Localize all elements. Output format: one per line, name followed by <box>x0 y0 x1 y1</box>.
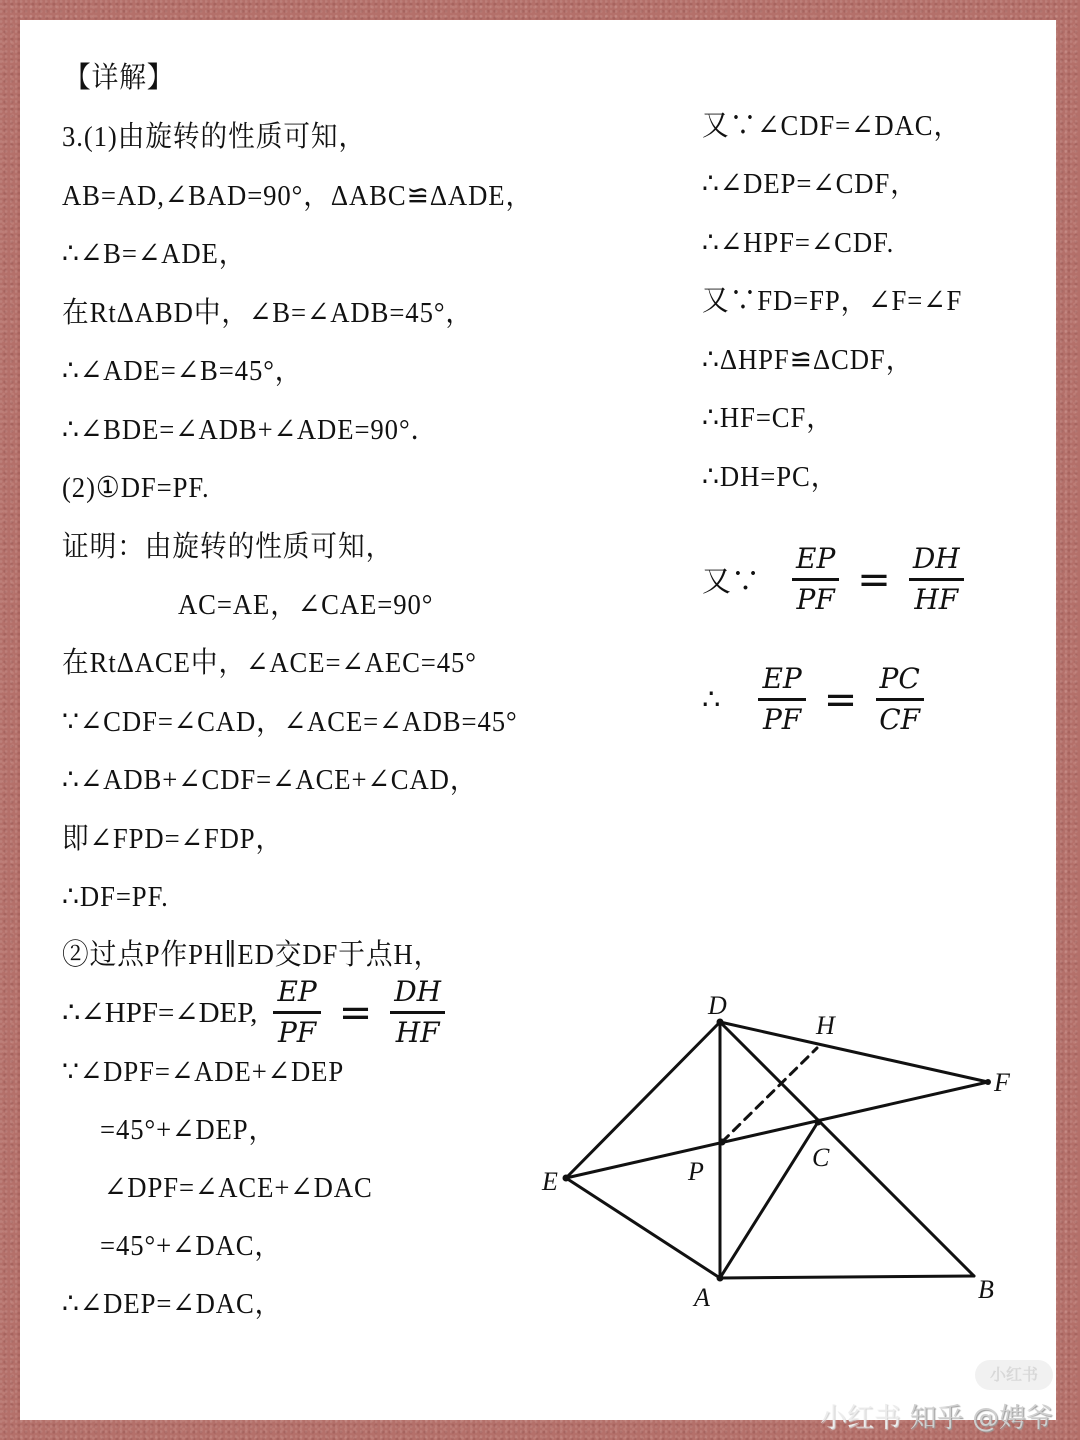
watermark-badge: 小红书 <box>975 1360 1053 1390</box>
proof-line: 在RtΔACE中，∠ACE=∠AEC=45° <box>62 647 477 679</box>
numerator: EP <box>758 662 805 701</box>
fraction-equation <box>62 975 449 1050</box>
proof-line: ∴∠DEP=∠CDF， <box>702 168 918 200</box>
watermark-main: 知乎 @娉爷 <box>909 1403 1054 1434</box>
proof-line: ∴ΔHPF≌ΔCDF， <box>702 344 914 376</box>
denominator: CF <box>879 703 921 736</box>
proof-line: ∴DH=PC， <box>702 461 839 493</box>
denominator: HF <box>914 583 959 616</box>
proof-line: ∴∠BDE=∠ADB+∠ADE=90°． <box>62 414 439 446</box>
proof-line: ②过点P作PH∥ED交DF于点H， <box>62 939 442 971</box>
denominator: PF <box>796 583 835 616</box>
equation-prefix: 又∵ <box>702 566 761 598</box>
numerator: DH <box>909 542 964 581</box>
fraction-left <box>792 542 839 617</box>
proof-line: =45°+∠DAC， <box>100 1230 283 1262</box>
geometry-diagram <box>530 980 1050 1310</box>
label-F: F <box>994 1068 1010 1097</box>
label-D: D <box>708 991 727 1020</box>
segment-AC <box>720 1122 818 1278</box>
proof-line: 3.(1)由旋转的性质可知， <box>62 121 367 153</box>
section-heading: 【详解】 <box>64 62 175 94</box>
proof-line: ∵∠CDF=∠CAD，∠ACE=∠ADB=45° <box>62 706 518 738</box>
label-P: P <box>688 1157 704 1186</box>
fraction-right <box>390 975 445 1050</box>
proof-line: ∴HF=CF， <box>702 402 834 434</box>
label-E: E <box>542 1167 558 1196</box>
equals-sign: = <box>823 676 858 723</box>
watermark-faint: 小红书 <box>820 1403 901 1434</box>
proof-line: ∴∠ADB+∠CDF=∠ACE+∠CAD， <box>62 764 478 796</box>
label-H: H <box>816 1011 835 1040</box>
numerator: PC <box>876 662 924 701</box>
equals-sign: = <box>857 556 891 603</box>
label-A: A <box>694 1283 710 1310</box>
segment-DE <box>566 1022 720 1178</box>
proof-line: ∴∠B=∠ADE， <box>62 238 247 270</box>
denominator: HF <box>395 1016 440 1049</box>
segment-DF <box>720 1022 988 1082</box>
proof-line: AC=AE，∠CAE=90° <box>178 589 434 621</box>
label-C: C <box>812 1143 830 1172</box>
numerator: EP <box>792 542 839 581</box>
proof-line: 又∵∠CDF=∠DAC， <box>702 110 962 142</box>
proof-line: AB=AD,∠BAD=90°，ΔABC≌ΔADE， <box>62 180 534 212</box>
segment-AB <box>720 1276 974 1278</box>
proof-line: 证明：由旋转的性质可知， <box>62 531 394 563</box>
fraction-equation <box>702 662 928 737</box>
segment-DB <box>720 1022 974 1276</box>
denominator: PF <box>277 1016 317 1049</box>
proof-line: ∠DPF=∠ACE+∠DAC <box>104 1172 373 1204</box>
fraction-left <box>273 975 320 1050</box>
watermark <box>820 1396 1053 1435</box>
proof-line: ∴∠ADE=∠B=45°， <box>62 355 303 387</box>
numerator: DH <box>390 975 445 1014</box>
proof-line: ∴∠HPF=∠CDF. <box>702 227 895 259</box>
proof-line: =45°+∠DEP， <box>100 1114 277 1146</box>
label-B: B <box>978 1275 994 1304</box>
fraction-equation <box>702 542 968 617</box>
proof-line: 即∠FPD=∠FDP， <box>62 823 284 855</box>
proof-line: ∴∠DEP=∠DAC， <box>62 1288 283 1320</box>
fraction-right <box>875 662 924 737</box>
fraction-left <box>758 662 805 737</box>
equation-prefix: ∴∠HPF=∠DEP, <box>62 997 258 1029</box>
fraction-right <box>909 542 964 617</box>
equals-sign: = <box>338 989 373 1036</box>
numerator: EP <box>273 975 320 1014</box>
proof-line: ∴DF=PF. <box>62 881 169 913</box>
segment-EF <box>566 1082 988 1178</box>
denominator: PF <box>762 703 802 736</box>
proof-line: 在RtΔABD中，∠B=∠ADB=45°， <box>62 297 474 329</box>
segment-EA <box>566 1178 720 1278</box>
proof-line: ∵∠DPF=∠ADE+∠DEP <box>62 1056 345 1088</box>
proof-line: 又∵FD=FP，∠F=∠F <box>702 285 963 317</box>
segment-PH-dashed <box>722 1048 817 1142</box>
proof-line: (2)①DF=PF. <box>62 472 210 504</box>
equation-prefix: ∴ <box>702 684 721 716</box>
